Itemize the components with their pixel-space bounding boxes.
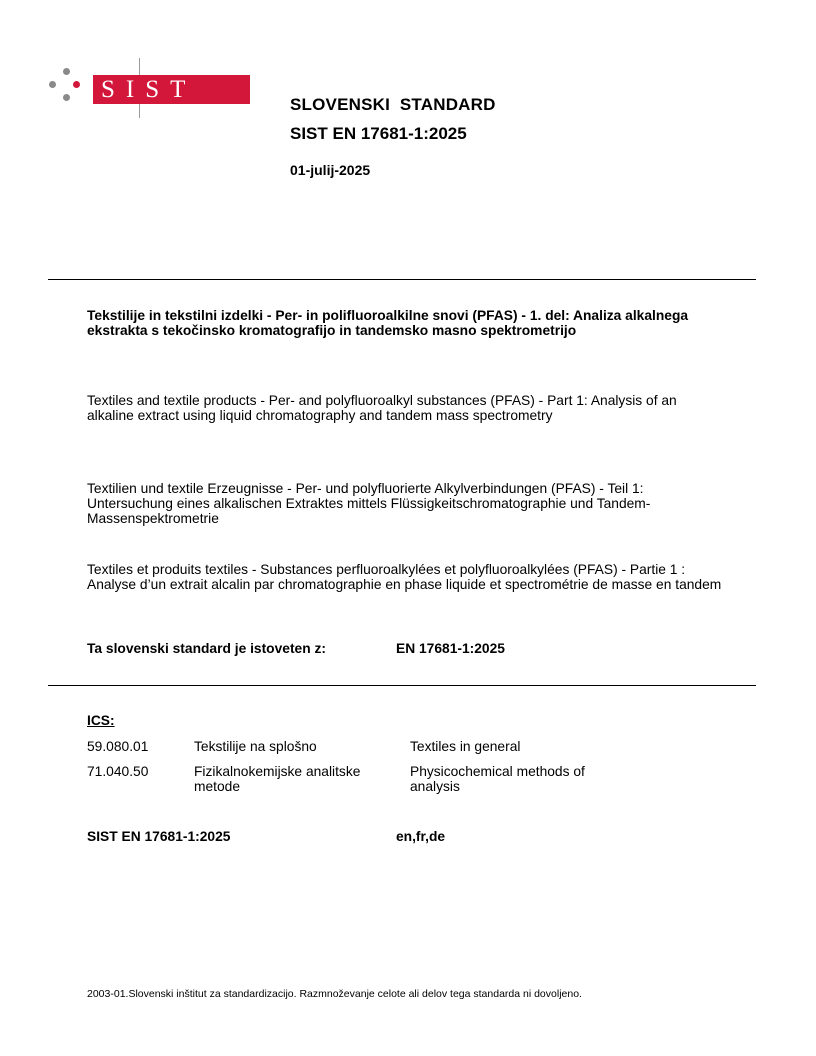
ics-code: 59.080.01 bbox=[87, 739, 149, 754]
ics-english: Physicochemical methods of analysis bbox=[410, 764, 585, 794]
bottom-divider bbox=[48, 685, 756, 686]
ics-english: Textiles in general bbox=[410, 739, 521, 754]
ics-slovenian: Tekstilije na splošno bbox=[194, 739, 317, 754]
title-german: Textilien und textile Erzeugnisse - Per- und polyfluorierte Alkylverbindungen (PFAS) - Teil 1: Untersuchung eines alkalischen Extraktes mittels Flüssigkeitschromatographie und Tandem-Massenspektrometrie bbox=[87, 481, 651, 526]
summary-languages: en,fr,de bbox=[396, 829, 446, 844]
logo-dot bbox=[49, 81, 56, 88]
logo-dot-red bbox=[73, 81, 80, 88]
identical-value: EN 17681-1:2025 bbox=[396, 641, 505, 656]
top-divider bbox=[48, 279, 756, 280]
ics-slovenian: Fizikalnokemijske analitske metode bbox=[194, 764, 361, 794]
logo-dot bbox=[63, 94, 70, 101]
summary-code: SIST EN 17681-1:2025 bbox=[87, 829, 231, 844]
copyright-footer: 2003-01.Slovenski inštitut za standardizacijo. Razmnoževanje celote ali delov tega standarda ni dovoljeno. bbox=[87, 988, 582, 1000]
publication-date: 01-julij-2025 bbox=[290, 162, 371, 178]
standard-number: SIST EN 17681-1:2025 bbox=[290, 124, 467, 143]
title-slovenian: Tekstilije in tekstilni izdelki - Per- in polifluoroalkilne snovi (PFAS) - 1. del: Analiza alkalnega ekstrakta s tekočinsko kromatografijo in tandemsko masno spektrometrijo bbox=[87, 308, 689, 338]
ics-code: 71.040.50 bbox=[87, 764, 149, 779]
logo-text: SIST bbox=[93, 75, 250, 104]
ics-heading: ICS: bbox=[87, 713, 115, 728]
identical-label: Ta slovenski standard je istoveten z: bbox=[87, 641, 326, 656]
logo-dot bbox=[63, 68, 70, 75]
title-english: Textiles and textile products - Per- and polyfluoroalkyl substances (PFAS) - Part 1: Analysis of an alkaline extract using liquid chromatography and tandem mass spectrometry bbox=[87, 393, 677, 423]
sist-logo bbox=[47, 58, 217, 118]
title-french: Textiles et produits textiles - Substances perfluoroalkylées et polyfluoroalkylées (PFAS) - Partie 1 : Analyse d’un extrait alcalin par chromatographie en phase liquide et spectrométrie de masse en tandem bbox=[87, 562, 722, 592]
standard-type: SLOVENSKI STANDARD bbox=[290, 95, 496, 114]
